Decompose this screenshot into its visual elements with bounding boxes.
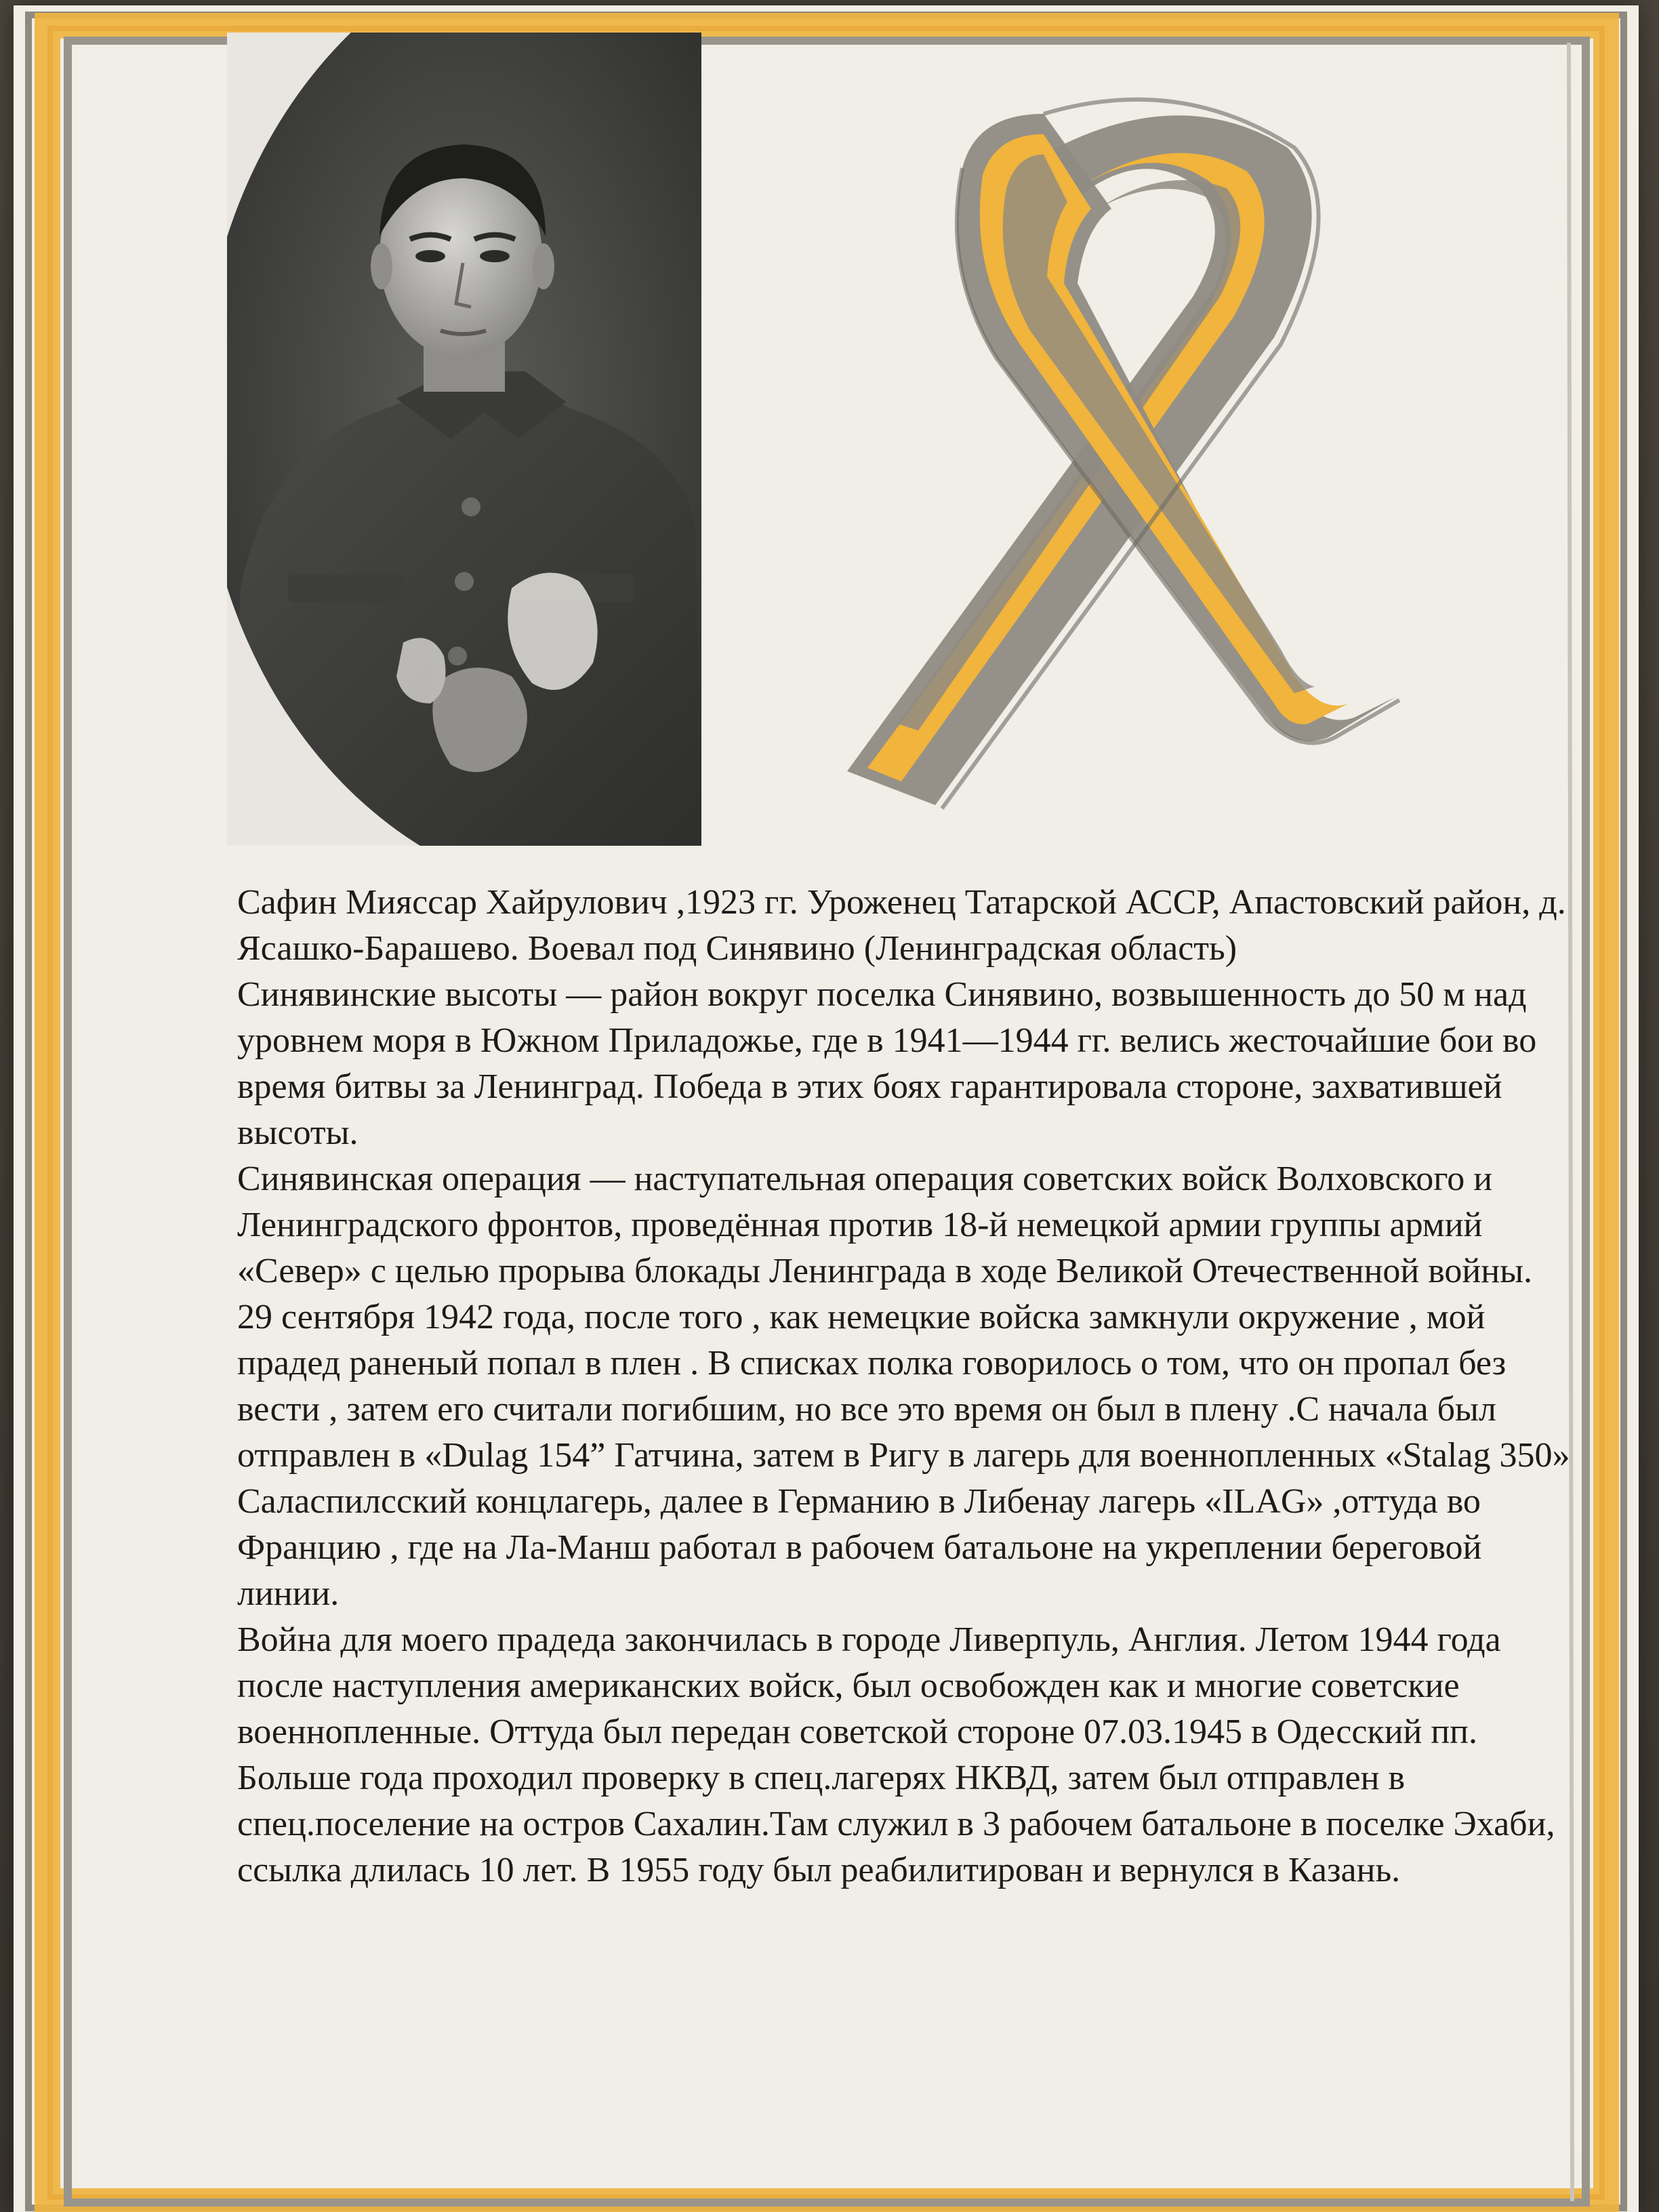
st-george-ribbon-drawing — [759, 53, 1410, 825]
paper-sheet — [14, 5, 1639, 2212]
bio-paragraph: Сафин Мияссар Хайрулович ,1923 гг. Уроженец Татарской АССР, Апастовский район, д. Ясашко-Барашево. Воевал под Синявино (Ленинградская область) — [237, 883, 1566, 968]
bio-paragraph: Война для моего прадеда закончилась в городе Ливерпуль, Англия. Летом 1944 года после наступления американских войск, был освобожден как и многие советские военнопленные. Оттуда был передан советской стороне 07.03.1945 в Одесский пп. Больше года проходил проверку в спец.лагерях НКВД, затем был отправлен в спец.поселение на остров Сахалин.Там служил в 3 рабочем батальоне в поселке Эхаби, ссылка длилась 10 лет. В 1955 году был реабилитирован и вернулся в Казань. — [237, 1620, 1555, 1889]
bio-paragraph: Синявинские высоты — район вокруг поселка Синявино, возвышенность до 50 м над уровнем моря в Южном Приладожье, где в 1941—1944 гг. велись жесточайшие бои во время битвы за Ленинград. Победа в этих боях гарантировала стороне, захватившей высоты. — [237, 975, 1537, 1152]
bio-paragraph: Синявинская операция — наступательная операция советских войск Волховского и Ленинградского фронтов, проведённая против 18-й немецкой армии группы армий «Север» с целью прорыва блокады Ленинграда в ходе Великой Отечественной войны. — [237, 1160, 1533, 1290]
portrait-image — [227, 33, 701, 846]
portrait-photo — [227, 33, 701, 846]
bio-paragraph: 29 сентября 1942 года, после того , как немецкие войска замкнули окружение , мой прадед раненый попал в плен . В списках полка говорилось о том, что он пропал без вести , затем его считали погибшим, но все это время он был в плену .С начала был отправлен в «Dulag 154” Гатчина, затем в Ригу в лагерь для военнопленных «Stalag 350» Саласпилсский концлагерь, далее в Германию в Либенау лагерь «ILAG» ,оттуда во Францию , где на Ла-Манш работал в рабочем батальоне на укреплении береговой линии. — [237, 1298, 1570, 1613]
biography-text — [237, 880, 1586, 1893]
